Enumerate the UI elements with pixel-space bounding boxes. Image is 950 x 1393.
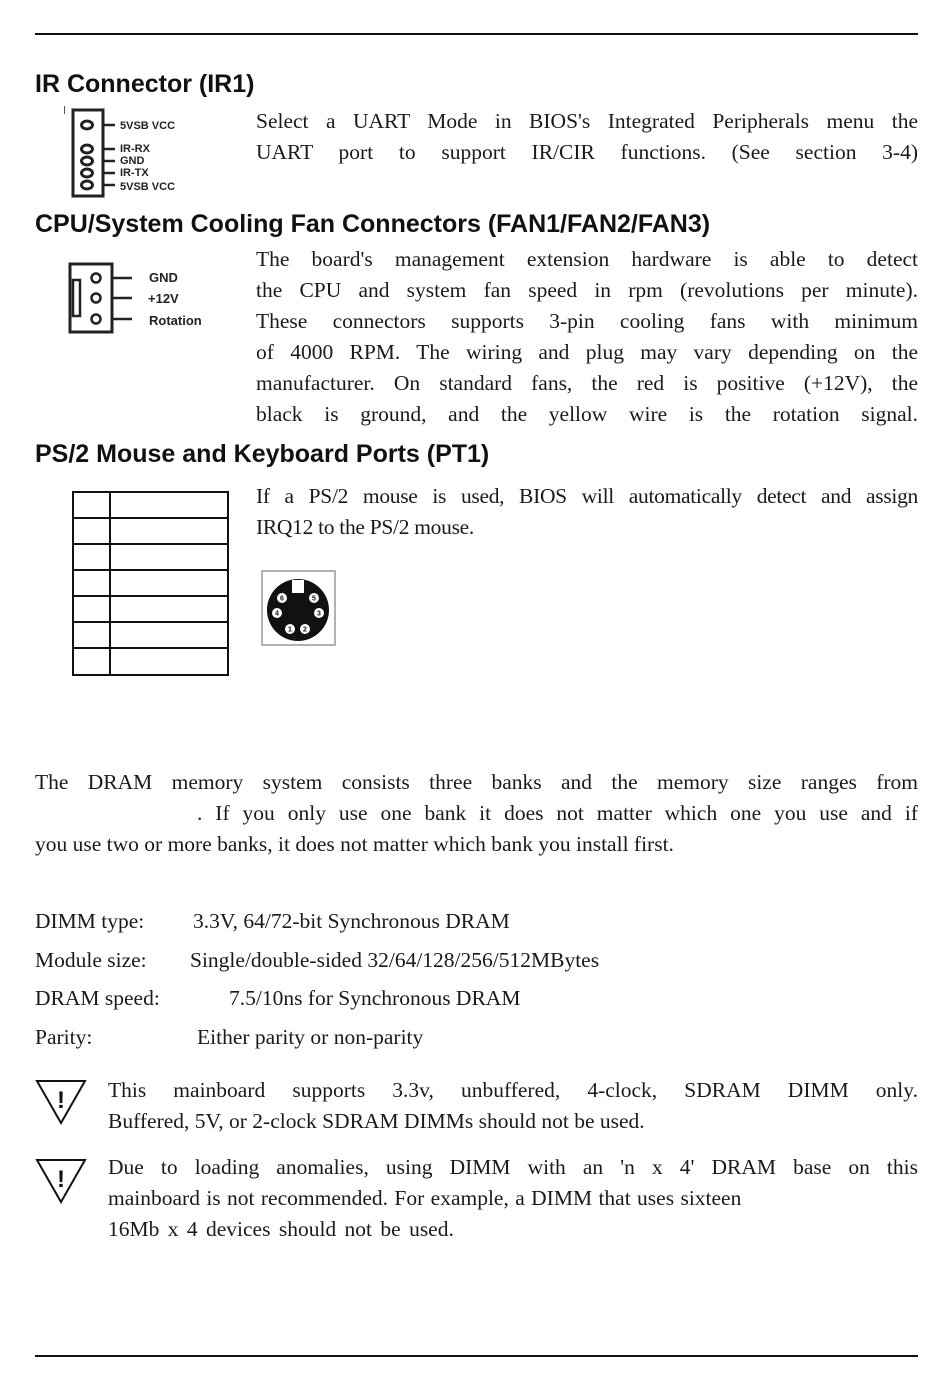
fan-pin-label: GND: [149, 270, 178, 285]
spec-parity: [35, 1024, 423, 1050]
fan-description-line: black is ground, and the yellow wire is the rotation signal.: [256, 402, 918, 426]
warning-mark: !: [57, 1166, 65, 1193]
fan-connector-diagram: [68, 262, 218, 334]
ir-description-line: Select a UART Mode in BIOS's Integrated Peripherals menu the: [256, 109, 918, 133]
dram-description-line: . If you only use one bank it does not matter which one you use and if: [197, 801, 918, 825]
warning-mark: !: [57, 1087, 65, 1114]
ir-pin-label: GND: [120, 155, 145, 167]
ps2-ports-heading: PS/2 Mouse and Keyboard Ports (PT1): [35, 440, 490, 468]
fan-connectors-heading: CPU/System Cooling Fan Connectors (FAN1/FAN2/FAN3): [35, 210, 711, 238]
ir-connector-heading: IR Connector (IR1): [35, 70, 255, 98]
ir-connector-diagram: [70, 108, 220, 200]
spec-value: 7.5/10ns for Synchronous DRAM: [229, 986, 521, 1010]
ps2-pin-number: 5: [312, 595, 316, 603]
ir-pin-label: IR-RX: [120, 143, 150, 155]
spec-label: DIMM type:: [35, 909, 145, 933]
fan-description-line: These connectors supports 3-pin cooling fans with minimum: [256, 309, 918, 333]
spec-value: Single/double-sided 32/64/128/256/512MBytes: [190, 948, 600, 972]
ps2-pin-number: 2: [303, 626, 307, 634]
spec-dram-speed: [35, 985, 520, 1011]
top-rule: [35, 33, 918, 35]
ps2-pin-number: 3: [317, 610, 321, 618]
ps2-pin-table: [72, 491, 229, 677]
spec-label: DRAM speed:: [35, 986, 160, 1010]
fan-description-line: The board's management extension hardware is able to detect: [256, 247, 918, 271]
fan-pin-leads: [112, 278, 132, 319]
warning-3v-sdram: [108, 1075, 918, 1137]
spec-module-size: [35, 947, 599, 973]
bottom-rule: [35, 1355, 918, 1357]
ir-description-line: UART port to support IR/CIR functions. (See section 3-4): [256, 140, 918, 164]
fan-description-line: manufacturer. On standard fans, the red is positive (+12V), the: [256, 371, 918, 395]
ps2-description: [256, 481, 918, 543]
spec-value: Either parity or non-parity: [197, 1025, 424, 1049]
ir-pin-leads: [103, 125, 115, 185]
warning-triangle-icon: [35, 1158, 87, 1204]
fan-description: [256, 244, 918, 430]
ps2-pin-number: 4: [275, 610, 279, 618]
fan-pin-label: Rotation: [149, 313, 202, 328]
ir-pin-label: 5VSB VCC: [120, 181, 176, 193]
spec-dimm-type: [35, 908, 510, 934]
warning-nx4-dram: [108, 1152, 918, 1245]
warning-line: Buffered, 5V, or 2-clock SDRAM DIMMs should not be used.: [108, 1109, 645, 1133]
warning-line: 16Mb x 4 devices should not be used.: [108, 1217, 454, 1241]
fan-pin-label: +12V: [148, 291, 179, 306]
ir-pin-label: 5VSB VCC: [120, 120, 176, 132]
fan-description-line: of 4000 RPM. The wiring and plug may vary depending on the: [256, 340, 918, 364]
ps2-description-line: If a PS/2 mouse is used, BIOS will automatically detect and assign: [256, 484, 918, 508]
warning-line: This mainboard supports 3.3v, unbuffered, 4-clock, SDRAM DIMM only.: [108, 1078, 918, 1102]
ir-description: [256, 106, 918, 168]
fan-pin-holes: [92, 274, 101, 324]
spec-label: Parity:: [35, 1025, 93, 1049]
tiny-mark: [64, 106, 65, 114]
ps2-connector-icon: [261, 570, 336, 646]
spec-label: Module size:: [35, 948, 147, 972]
fan-description-line: the CPU and system fan speed in rpm (revolutions per minute).: [256, 278, 918, 302]
dram-description-line: The DRAM memory system consists three banks and the memory size ranges from: [35, 770, 918, 794]
ps2-pin-number: 1: [288, 626, 292, 634]
ps2-description-line: IRQ12 to the PS/2 mouse.: [256, 515, 474, 539]
spec-value: 3.3V, 64/72-bit Synchronous DRAM: [193, 909, 510, 933]
dram-description: [35, 767, 918, 860]
fan-connector-key: [73, 280, 80, 316]
ir-pin-label: IR-TX: [120, 167, 149, 179]
warning-triangle-icon: [35, 1079, 87, 1125]
warning-line: mainboard is not recommended. For example, a DIMM that uses sixteen: [108, 1186, 742, 1210]
ps2-pin-number: 6: [280, 595, 284, 603]
dram-description-line: you use two or more banks, it does not matter which bank you install first.: [35, 832, 674, 856]
warning-line: Due to loading anomalies, using DIMM with an 'n x 4' DRAM base on this: [108, 1155, 918, 1179]
